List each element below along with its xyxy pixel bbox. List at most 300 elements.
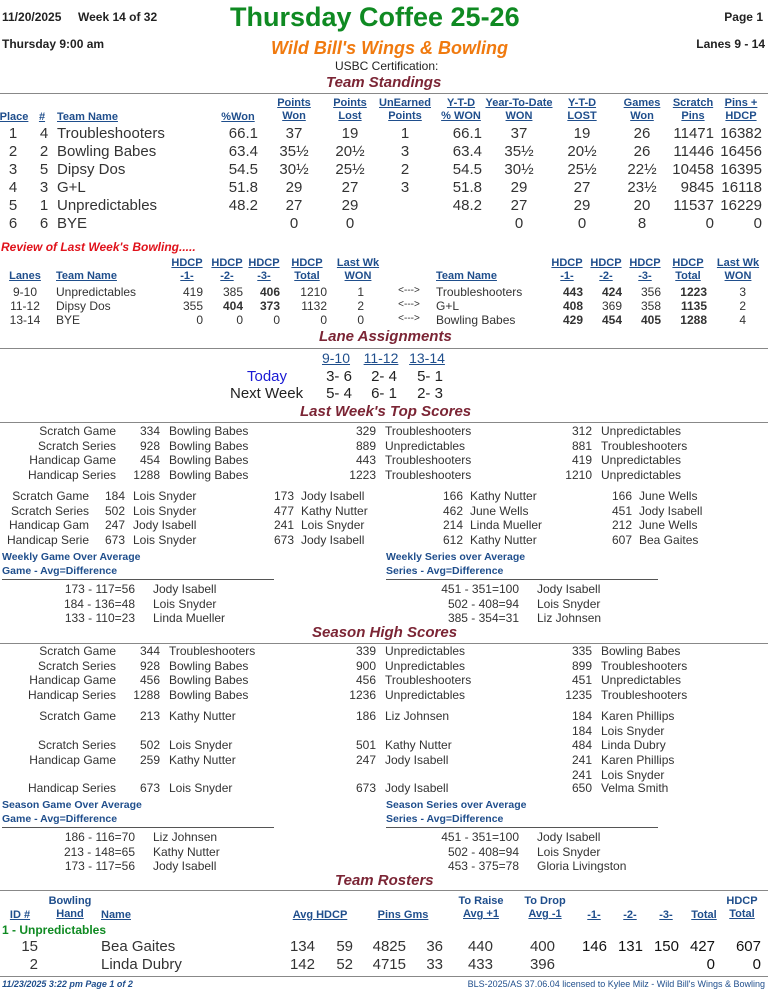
season-team-label: Scratch Game [39, 644, 116, 658]
top-ind-label: Scratch Series [10, 503, 89, 518]
standings-team-number: 3 [39, 179, 49, 196]
season-team-value: 928 [139, 658, 160, 673]
review-score: 0 [357, 313, 364, 327]
top-ind-name: Jody Isabell [301, 489, 365, 503]
standings-cell: 11446 [673, 143, 714, 160]
standings-cell: 29 [510, 179, 528, 196]
top-team-value: 334 [139, 424, 160, 438]
top-team-team: Bowling Babes [169, 453, 249, 468]
review-opponent-score: 358 [640, 299, 661, 313]
season-game-over-name: Kathy Nutter [153, 844, 220, 859]
review-opponent-score: 1135 [680, 299, 707, 313]
standings-team-name: Bowling Babes [57, 143, 157, 160]
roster-games: 33 [426, 956, 443, 973]
roster-header: To Raise Avg +1 [458, 895, 504, 920]
top-ind-value: 462 [442, 503, 463, 518]
season-team-team: Unpredictables [385, 644, 466, 658]
standings-cell: 25½ [335, 161, 365, 178]
top-team-team: Troubleshooters [385, 424, 472, 438]
weekly-game-over-diff: 184 - 136=48 [63, 596, 135, 611]
season-team-team: Unpredictables [385, 688, 466, 703]
standings-cell: 26 [633, 143, 651, 160]
standings-header: Y-T-D % WON [441, 97, 481, 122]
standings-cell: 11537 [673, 197, 714, 214]
top-team-label: Scratch Game [39, 424, 116, 438]
standings-place: 6 [8, 215, 18, 232]
season-ind-label: Handicap Series [27, 781, 116, 795]
standings-team-number: 5 [39, 161, 49, 178]
season-ind-value: 184 [571, 709, 592, 723]
top-ind-name: Jody Isabell [301, 532, 365, 547]
season-ind-value: 650 [571, 781, 592, 795]
top-ind-value: 607 [611, 532, 632, 547]
roster-pins: 4715 [372, 956, 406, 973]
season-team-label: Scratch Series [37, 658, 116, 673]
season-ind-name: Karen Phillips [601, 753, 675, 767]
standings-cell: 10458 [672, 161, 714, 178]
standings-cell: 63.4 [452, 143, 482, 160]
season-series-over-diff: 451 - 351=100 [441, 830, 519, 844]
standings-cell: 63.4 [228, 143, 258, 160]
roster-name: Bea Gaites [101, 938, 176, 955]
season-team-value: 1288 [133, 688, 160, 703]
review-score: 404 [222, 299, 243, 313]
season-ind-name: Jody Isabell [385, 781, 449, 795]
standings-header: UnEarned Points [379, 97, 431, 122]
standings-cell: 1 [400, 125, 410, 142]
top-team-label: Handicap Series [27, 468, 116, 483]
standings-cell: 27 [285, 197, 303, 214]
review-header: HDCP -2- [211, 257, 243, 282]
season-team-team: Bowling Babes [169, 673, 249, 688]
top-team-value: 1288 [133, 468, 160, 483]
lane-pair-header: 11-12 [363, 350, 399, 366]
roster-raise: 440 [467, 938, 493, 955]
standings-team-name: Troubleshooters [57, 125, 165, 142]
season-ind-value: 184 [571, 723, 592, 738]
review-opponent-score: 443 [562, 285, 583, 299]
top-team-value: 881 [571, 438, 592, 453]
roster-name: Linda Dubry [101, 956, 182, 973]
review-score: 0 [196, 313, 203, 327]
standings-header: Points Lost [333, 97, 367, 122]
season-ind-name: Lois Snyder [601, 723, 665, 738]
today-label: Today [247, 368, 288, 385]
review-header: Last Wk WON [336, 257, 380, 282]
top-ind-name: June Wells [639, 518, 698, 532]
weekly-game-over-diff: 173 - 117=56 [64, 582, 135, 596]
review-score: 406 [259, 285, 280, 299]
review-opponent-score: 1288 [680, 313, 707, 327]
top-ind-name: Kathy Nutter [470, 532, 537, 547]
top-team-value: 1223 [349, 468, 376, 483]
season-team-value: 899 [571, 658, 592, 673]
season-ind-value: 673 [355, 781, 376, 795]
roster-games: 36 [426, 938, 443, 955]
roster-header: Bowling Hand [48, 895, 92, 920]
review-opponent-name: Troubleshooters [436, 285, 523, 299]
standings-cell: 16395 [720, 161, 762, 178]
standings-place: 3 [8, 161, 18, 178]
standings-team-name: G+L [57, 179, 86, 196]
season-team-team: Bowling Babes [169, 658, 249, 673]
season-ind-label: Handicap Game [29, 753, 116, 767]
lane-pair-header: 13-14 [409, 350, 445, 366]
roster-header: Pins Gms [377, 909, 429, 921]
standings-cell: 2 [400, 161, 410, 178]
standings-cell: 20½ [567, 143, 597, 160]
standings-cell: 35½ [279, 143, 309, 160]
review-score: 0 [236, 313, 243, 327]
top-team-team: Troubleshooters [385, 453, 472, 468]
standings-cell: 54.5 [452, 161, 482, 178]
weekly-game-over-name: Lois Snyder [153, 596, 217, 611]
roster-game2: 131 [617, 938, 643, 955]
today-assignment: 5- 1 [417, 368, 443, 385]
top-ind-value: 241 [273, 518, 294, 532]
review-team-name: BYE [56, 313, 81, 327]
standings-cell: 29 [285, 179, 303, 196]
weekly-series-over-diff: 451 - 351=100 [441, 582, 519, 596]
top-team-team: Troubleshooters [385, 468, 472, 483]
season-ind-label: Scratch Series [37, 738, 116, 752]
top-ind-value: 612 [442, 532, 463, 547]
standings-cell: 27 [510, 197, 528, 214]
review-opponent-score: 405 [640, 313, 661, 327]
top-team-team: Unpredictables [601, 468, 682, 483]
standings-cell: 37 [510, 125, 528, 142]
top-team-value: 312 [571, 424, 592, 438]
weekly-series-over-subtitle: Series - Avg=Difference [386, 565, 504, 577]
top-ind-value: 477 [273, 503, 294, 518]
standings-cell: 16118 [721, 179, 762, 196]
top-ind-name: Linda Mueller [470, 518, 543, 532]
today-assignment: 2- 4 [371, 368, 397, 385]
weekly-series-over-diff: 502 - 408=94 [447, 596, 519, 611]
review-score: 2 [357, 299, 364, 313]
top-ind-value: 173 [273, 489, 294, 503]
review-header: Lanes [9, 270, 41, 282]
standings-team-number: 6 [39, 215, 49, 232]
review-header: Team Name [56, 270, 117, 282]
review-header: HDCP -2- [590, 257, 622, 282]
center-name: Wild Bill's Wings & Bowling [271, 38, 508, 58]
standings-cell: 3 [400, 143, 410, 160]
roster-hdcp: 52 [336, 956, 353, 973]
standings-cell: 48.2 [452, 197, 482, 214]
weekly-game-over-name: Linda Mueller [153, 611, 226, 625]
season-ind-label: Scratch Game [39, 709, 116, 723]
weekly-series-over-title: Weekly Series over Average [386, 551, 526, 563]
roster-header: Avg HDCP [292, 909, 348, 921]
top-ind-name: Lois Snyder [133, 489, 197, 503]
season-game-over-name: Jody Isabell [153, 859, 217, 873]
season-series-over-name: Gloria Livingston [537, 859, 627, 873]
season-ind-name: Lois Snyder [601, 767, 665, 782]
standings-cell: 25½ [567, 161, 597, 178]
standings-cell: 0 [753, 215, 762, 232]
standings-header: Team Name [57, 111, 118, 123]
top-team-value: 454 [139, 453, 160, 468]
season-team-team: Troubleshooters [601, 658, 688, 673]
season-team-value: 900 [355, 658, 376, 673]
top-ind-value: 212 [611, 518, 632, 532]
weekly-series-over-diff: 385 - 354=31 [447, 611, 519, 625]
top-team-value: 329 [355, 424, 376, 438]
season-team-value: 456 [139, 673, 160, 688]
review-lanes: 13-14 [9, 313, 41, 327]
season-ind-value: 501 [355, 738, 376, 752]
review-header: HDCP -1- [551, 257, 583, 282]
review-score: 1210 [300, 285, 327, 299]
review-score: 385 [222, 285, 243, 299]
roster-header: -3- [659, 909, 673, 921]
standings-cell: 27 [341, 179, 359, 196]
weekly-game-over-diff: 133 - 110=23 [64, 611, 135, 625]
review-opponent-name: Bowling Babes [436, 313, 516, 327]
next-week-assignment: 5- 4 [326, 385, 352, 402]
standings-place: 5 [8, 197, 18, 214]
season-team-value: 344 [139, 644, 160, 658]
roster-drop: 396 [529, 956, 555, 973]
standings-header: %Won [221, 111, 255, 123]
review-score: 1132 [301, 299, 327, 313]
standings-cell: 20½ [335, 143, 365, 160]
top-team-value: 1210 [565, 468, 592, 483]
season-ind-name: Liz Johnsen [385, 709, 450, 723]
top-ind-label: Handicap Serie [6, 532, 89, 547]
standings-cell: 0 [577, 215, 587, 232]
season-high-title: Season High Scores [312, 624, 458, 641]
top-team-value: 889 [355, 438, 376, 453]
standings-header: Games Won [623, 97, 661, 122]
top-team-team: Bowling Babes [169, 424, 249, 438]
season-ind-value: 673 [139, 781, 160, 795]
top-ind-name: Kathy Nutter [301, 503, 368, 518]
standings-cell: 48.2 [228, 197, 258, 214]
standings-cell: 11471 [673, 125, 714, 142]
review-header: HDCP -3- [629, 257, 661, 282]
review-opponent-score: 4 [739, 313, 746, 327]
season-game-over-diff: 186 - 116=70 [64, 830, 135, 844]
review-opponent-score: 454 [601, 313, 622, 327]
roster-header: -1- [587, 909, 601, 921]
roster-avg: 142 [289, 956, 315, 973]
standings-cell: 9845 [680, 179, 714, 196]
top-team-team: Troubleshooters [601, 438, 688, 453]
top-ind-name: June Wells [639, 489, 698, 503]
roster-id: 2 [29, 956, 38, 973]
season-team-team: Troubleshooters [601, 688, 688, 703]
review-team-name: Unpredictables [56, 285, 137, 299]
season-ind-name: Lois Snyder [169, 738, 233, 752]
standings-header: Pins + HDCP [724, 97, 758, 122]
usbc-cert: USBC Certification: [335, 59, 439, 73]
review-opponent-name: G+L [436, 299, 460, 313]
footer-printed: 11/23/2025 3:22 pm Page 1 of 2 [2, 979, 133, 989]
review-header: Team Name [436, 270, 497, 282]
season-series-over-subtitle: Series - Avg=Difference [386, 813, 504, 825]
review-vs: <---> [398, 285, 420, 296]
season-series-over-diff: 453 - 375=78 [447, 859, 519, 873]
weekly-series-over-name: Liz Johnsen [537, 611, 602, 625]
season-team-team: Troubleshooters [169, 644, 256, 658]
review-score: 355 [182, 299, 203, 313]
top-scores-title: Last Week's Top Scores [300, 403, 472, 420]
lane-pair-header: 9-10 [321, 350, 351, 366]
page-label: Page 1 [724, 10, 763, 24]
top-team-label: Handicap Game [29, 453, 116, 468]
season-ind-value: 247 [355, 753, 376, 767]
season-team-label: Handicap Game [29, 673, 116, 688]
top-ind-value: 247 [104, 518, 125, 532]
roster-header: To Drop Avg -1 [524, 895, 566, 920]
top-ind-value: 214 [442, 518, 463, 532]
season-series-over-name: Lois Snyder [537, 844, 601, 859]
standings-cell: 20 [633, 197, 651, 214]
season-team-value: 456 [355, 673, 376, 688]
rosters-title: Team Rosters [335, 872, 434, 889]
top-ind-name: Lois Snyder [133, 503, 197, 518]
standings-team-name: Dipsy Dos [57, 161, 126, 178]
season-game-over-rule [2, 827, 274, 828]
season-team-team: Unpredictables [601, 673, 682, 688]
season-ind-name: Jody Isabell [385, 753, 449, 767]
season-team-team: Bowling Babes [169, 688, 249, 703]
roster-total: 427 [689, 938, 715, 955]
top-ind-name: Lois Snyder [301, 518, 365, 532]
top-ind-name: Jody Isabell [639, 503, 703, 518]
standings-cell: 0 [345, 215, 355, 232]
standings-cell: 22½ [627, 161, 657, 178]
top-ind-value: 184 [104, 489, 125, 503]
roster-avg: 134 [289, 938, 315, 955]
top-team-team: Unpredictables [601, 453, 682, 468]
standings-cell: 51.8 [228, 179, 258, 196]
standings-cell: 27 [573, 179, 591, 196]
weekly-series-over-name: Jody Isabell [537, 582, 601, 596]
lane-assignments-title: Lane Assignments [319, 328, 452, 345]
standings-cell: 35½ [504, 143, 534, 160]
weekly-series-over-name: Lois Snyder [537, 596, 601, 611]
season-ind-name: Kathy Nutter [169, 709, 236, 723]
season-ind-value: 241 [571, 767, 592, 782]
review-opponent-score: 3 [739, 285, 746, 299]
review-opponent-score: 356 [640, 285, 661, 299]
top-ind-name: Lois Snyder [133, 532, 197, 547]
review-opponent-score: 2 [739, 299, 746, 313]
season-ind-name: Velma Smith [601, 781, 669, 795]
top-team-value: 443 [355, 453, 376, 468]
roster-total: 0 [706, 956, 715, 973]
standings-cell: 26 [633, 125, 651, 142]
top-team-value: 419 [571, 453, 592, 468]
review-header: HDCP -1- [171, 257, 203, 282]
review-score: 1 [357, 285, 364, 299]
standings-cell: 16456 [720, 143, 762, 160]
top-ind-value: 166 [611, 489, 632, 503]
standings-cell: 0 [289, 215, 299, 232]
roster-header: HDCP Total [726, 895, 758, 920]
top-ind-value: 673 [104, 532, 125, 547]
league-title: Thursday Coffee 25-26 [230, 2, 520, 32]
roster-drop: 400 [529, 938, 555, 955]
standings-cell: 37 [285, 125, 303, 142]
next-week-label: Next Week [230, 385, 304, 402]
roster-game1: 146 [581, 938, 607, 955]
season-ind-name: Kathy Nutter [169, 753, 236, 767]
standings-team-name: BYE [57, 215, 88, 232]
review-opponent-score: 369 [601, 299, 622, 313]
season-ind-value: 241 [571, 753, 592, 767]
review-score: 373 [259, 299, 280, 313]
weekly-game-over-name: Jody Isabell [153, 582, 217, 596]
roster-pins: 4825 [372, 938, 406, 955]
season-team-team: Bowling Babes [601, 644, 681, 658]
standings-header: Y-T-D LOST [567, 97, 597, 122]
footer-license: BLS-2025/AS 37.06.04 licensed to Kylee Milz - Wild Bill's Wings & Bowling [467, 979, 765, 989]
review-title: Review of Last Week's Bowling..... [1, 240, 196, 254]
season-ind-name: Kathy Nutter [385, 738, 452, 752]
roster-game3: 150 [653, 938, 679, 955]
season-team-value: 339 [355, 644, 376, 658]
review-opponent-score: 429 [562, 313, 583, 327]
review-score: 419 [182, 285, 203, 299]
review-vs: <---> [398, 299, 420, 310]
standings-cell: 16382 [720, 125, 762, 142]
next-week-assignment: 6- 1 [371, 385, 397, 402]
top-ind-name: Jody Isabell [133, 518, 197, 532]
season-game-over-subtitle: Game - Avg=Difference [2, 813, 118, 825]
review-header: HDCP Total [291, 257, 323, 282]
top-ind-label: Scratch Game [12, 489, 89, 503]
season-series-over-name: Jody Isabell [537, 830, 601, 844]
season-ind-name: Linda Dubry [601, 738, 666, 752]
review-header: HDCP Total [672, 257, 704, 282]
top-ind-value: 451 [611, 503, 632, 518]
top-ind-name: June Wells [470, 503, 529, 518]
standings-place: 4 [8, 179, 18, 196]
season-team-team: Troubleshooters [385, 673, 472, 688]
standings-cell: 8 [637, 215, 647, 232]
season-game-over-diff: 213 - 148=65 [63, 844, 135, 859]
standings-cell: 51.8 [452, 179, 482, 196]
roster-team-name: 1 - Unpredictables [2, 923, 107, 937]
standings-team-number: 2 [39, 143, 49, 160]
review-score: 0 [273, 313, 280, 327]
standings-cell: 29 [341, 197, 359, 214]
review-header: Last Wk WON [716, 257, 760, 282]
day-time: Thursday 9:00 am [2, 37, 105, 51]
standings-cell: 30½ [504, 161, 534, 178]
standings-cell: 30½ [279, 161, 309, 178]
roster-header: Total [691, 909, 717, 921]
roster-header: Name [101, 909, 131, 921]
top-team-team: Unpredictables [601, 424, 682, 438]
standings-cell: 19 [573, 125, 591, 142]
lanes-label: Lanes 9 - 14 [696, 37, 765, 51]
roster-hdcp-total: 0 [752, 956, 761, 973]
standings-title: Team Standings [326, 74, 442, 91]
weekly-game-over-subtitle: Game - Avg=Difference [2, 565, 118, 577]
review-team-name: Dipsy Dos [56, 299, 111, 313]
season-ind-value: 259 [139, 753, 160, 767]
season-team-value: 1236 [349, 688, 376, 703]
report-date: 11/20/2025 [2, 10, 62, 24]
roster-header: ID # [9, 909, 31, 921]
standings-header: Place [0, 111, 29, 123]
standings-cell: 23½ [627, 179, 657, 196]
